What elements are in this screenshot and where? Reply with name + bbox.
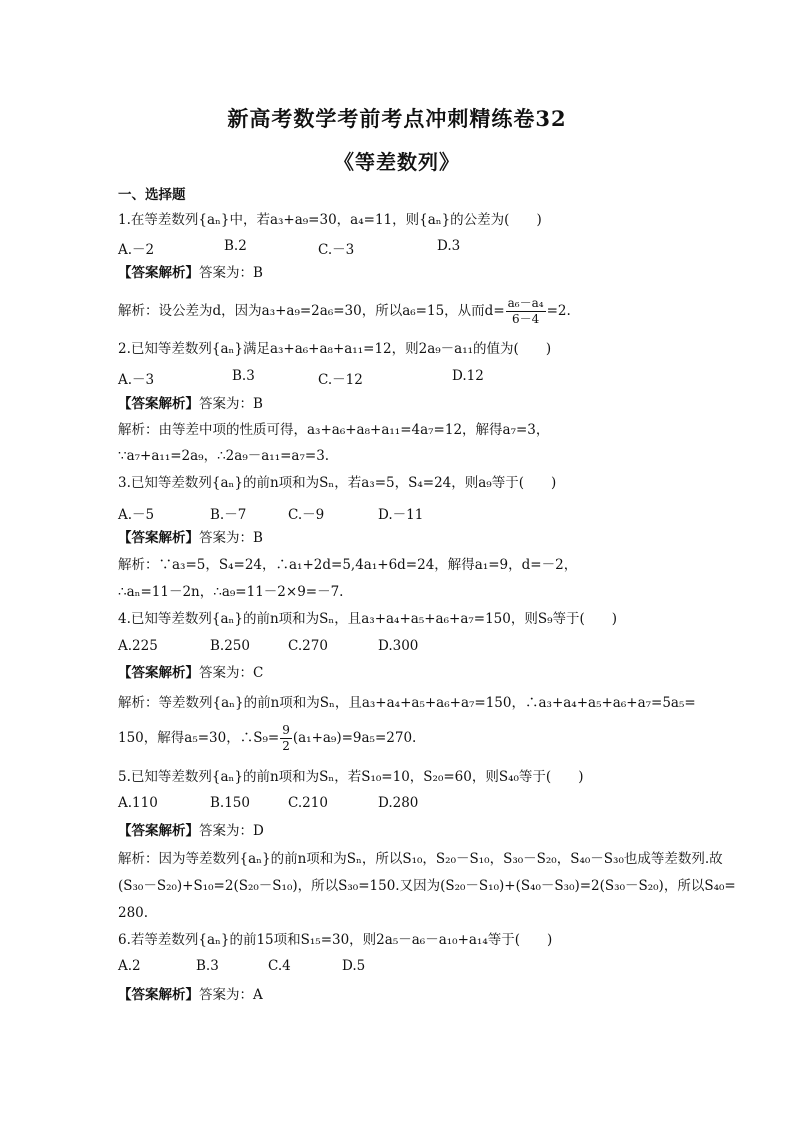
- q3-analysis-line-1: 解析：∵a₃=5，S₄=24，∴a₁+2d=5,4a₁+6d=24，解得a₁=9，d=－2，: [118, 557, 578, 573]
- q1-option-d: D.3: [437, 238, 461, 254]
- q5-analysis-line-2: (S₃₀－S₂₀)+S₁₀=2(S₂₀－S₁₀)，所以S₃₀=150.又因为(S₂₀－S₁₀)+(S₄₀－S₃₀)=2(S₃₀－S₂₀)，所以S₄₀=: [118, 878, 736, 894]
- q1-answer: [118, 264, 263, 282]
- q2-analysis-line-2: ∵a₇+a₁₁=2a₉，∴2a₉－a₁₁=a₇=3.: [118, 448, 330, 464]
- q3-option-a: A.－5: [118, 507, 155, 523]
- q4-option-c: C.270: [288, 638, 328, 654]
- q2-option-c: C.－12: [318, 372, 363, 388]
- question-3-stem: 3.已知等差数列{aₙ}的前n项和为Sₙ，若a₃=5，S₄=24，则a₉等于( ): [118, 475, 557, 491]
- page-title: 新高考数学考前考点冲刺精练卷32: [227, 106, 567, 131]
- fraction: [506, 296, 546, 327]
- q4-analysis-line-2: [118, 723, 416, 754]
- page-subtitle: 《等差数列》: [334, 150, 460, 174]
- answer-text: 答案为：B: [199, 530, 263, 546]
- analysis-text: 150，解得a₅=30，∴S₉=: [118, 730, 280, 746]
- answer-tag: 【答案解析】: [118, 987, 199, 1003]
- answer-text: 答案为：A: [199, 987, 263, 1003]
- q4-option-a: A.225: [118, 638, 158, 654]
- q3-answer: [118, 529, 263, 547]
- q6-option-a: A.2: [118, 958, 141, 974]
- question-2-stem: 2.已知等差数列{aₙ}满足a₃+a₆+a₈+a₁₁=12，则2a₉－a₁₁的值为( ): [118, 341, 552, 357]
- q5-analysis-line-1: 解析：因为等差数列{aₙ}的前n项和为Sₙ，所以S₁₀，S₂₀－S₁₀，S₃₀－S₂₀，S₄₀－S₃₀也成等差数列.故: [118, 851, 723, 867]
- answer-text: 答案为：C: [199, 665, 264, 681]
- analysis-text: =2.: [546, 303, 571, 319]
- answer-tag: 【答案解析】: [118, 823, 199, 839]
- q4-option-d: D.300: [378, 638, 419, 654]
- q1-analysis-line-1: [118, 296, 571, 327]
- q1-option-c: C.－3: [318, 242, 355, 258]
- section-heading: 一、选择题: [118, 187, 186, 203]
- analysis-text: (a₁+a₉)=9a₅=270.: [292, 730, 417, 746]
- q5-option-d: D.280: [378, 795, 419, 811]
- q5-option-a: A.110: [118, 795, 158, 811]
- q4-answer: [118, 664, 263, 682]
- q2-option-b: B.3: [232, 368, 255, 384]
- answer-text: 答案为：D: [199, 823, 264, 839]
- answer-text: 答案为：B: [199, 265, 263, 281]
- q2-option-d: D.12: [452, 368, 484, 384]
- fraction-numerator: a₆－a₄: [507, 296, 544, 310]
- q6-answer: [118, 986, 263, 1004]
- question-1-stem: 1.在等差数列{aₙ}中，若a₃+a₉=30，a₄=11，则{aₙ}的公差为( ): [118, 212, 542, 228]
- q6-option-d: D.5: [342, 958, 366, 974]
- answer-tag: 【答案解析】: [118, 265, 199, 281]
- question-4-stem: 4.已知等差数列{aₙ}的前n项和为Sₙ，且a₃+a₄+a₅+a₆+a₇=150，则S₉等于( ): [118, 611, 618, 627]
- fraction-denominator: 6－4: [511, 312, 540, 326]
- q5-analysis-line-3: 280.: [118, 905, 149, 921]
- q5-option-c: C.210: [288, 795, 328, 811]
- q1-option-b: B.2: [224, 238, 247, 254]
- q3-option-c: C.－9: [288, 507, 325, 523]
- q5-answer: [118, 822, 264, 840]
- q3-analysis-line-2: ∴aₙ=11－2n，∴a₉=11－2×9=－7.: [118, 584, 344, 600]
- q6-option-b: B.3: [196, 958, 219, 974]
- answer-tag: 【答案解析】: [118, 530, 199, 546]
- q2-answer: [118, 395, 263, 413]
- fraction-numerator: 9: [282, 723, 290, 737]
- fraction: [280, 723, 292, 754]
- q3-option-d: D.－11: [378, 507, 424, 523]
- answer-tag: 【答案解析】: [118, 396, 199, 412]
- answer-text: 答案为：B: [199, 396, 263, 412]
- fraction-denominator: 2: [282, 739, 290, 753]
- q1-option-a: A.－2: [118, 242, 155, 258]
- q2-analysis-line-1: 解析：由等差中项的性质可得，a₃+a₆+a₈+a₁₁=4a₇=12，解得a₇=3，: [118, 422, 550, 438]
- q3-option-b: B.－7: [210, 507, 247, 523]
- q4-option-b: B.250: [210, 638, 250, 654]
- q2-option-a: A.－3: [118, 372, 155, 388]
- question-6-stem: 6.若等差数列{aₙ}的前15项和S₁₅=30，则2a₅－a₆－a₁₀+a₁₄等于( ): [118, 932, 553, 948]
- q4-analysis-line-1: 解析：等差数列{aₙ}的前n项和为Sₙ，且a₃+a₄+a₅+a₆+a₇=150，∴a₃+a₄+a₅+a₆+a₇=5a₅=: [118, 695, 696, 711]
- answer-tag: 【答案解析】: [118, 665, 199, 681]
- analysis-text: 解析：设公差为d，因为a₃+a₉=2a₆=30，所以a₆=15，从而d=: [118, 303, 505, 319]
- q5-option-b: B.150: [210, 795, 250, 811]
- question-5-stem: 5.已知等差数列{aₙ}的前n项和为Sₙ，若S₁₀=10，S₂₀=60，则S₄₀等于( ): [118, 769, 584, 785]
- q6-option-c: C.4: [268, 958, 291, 974]
